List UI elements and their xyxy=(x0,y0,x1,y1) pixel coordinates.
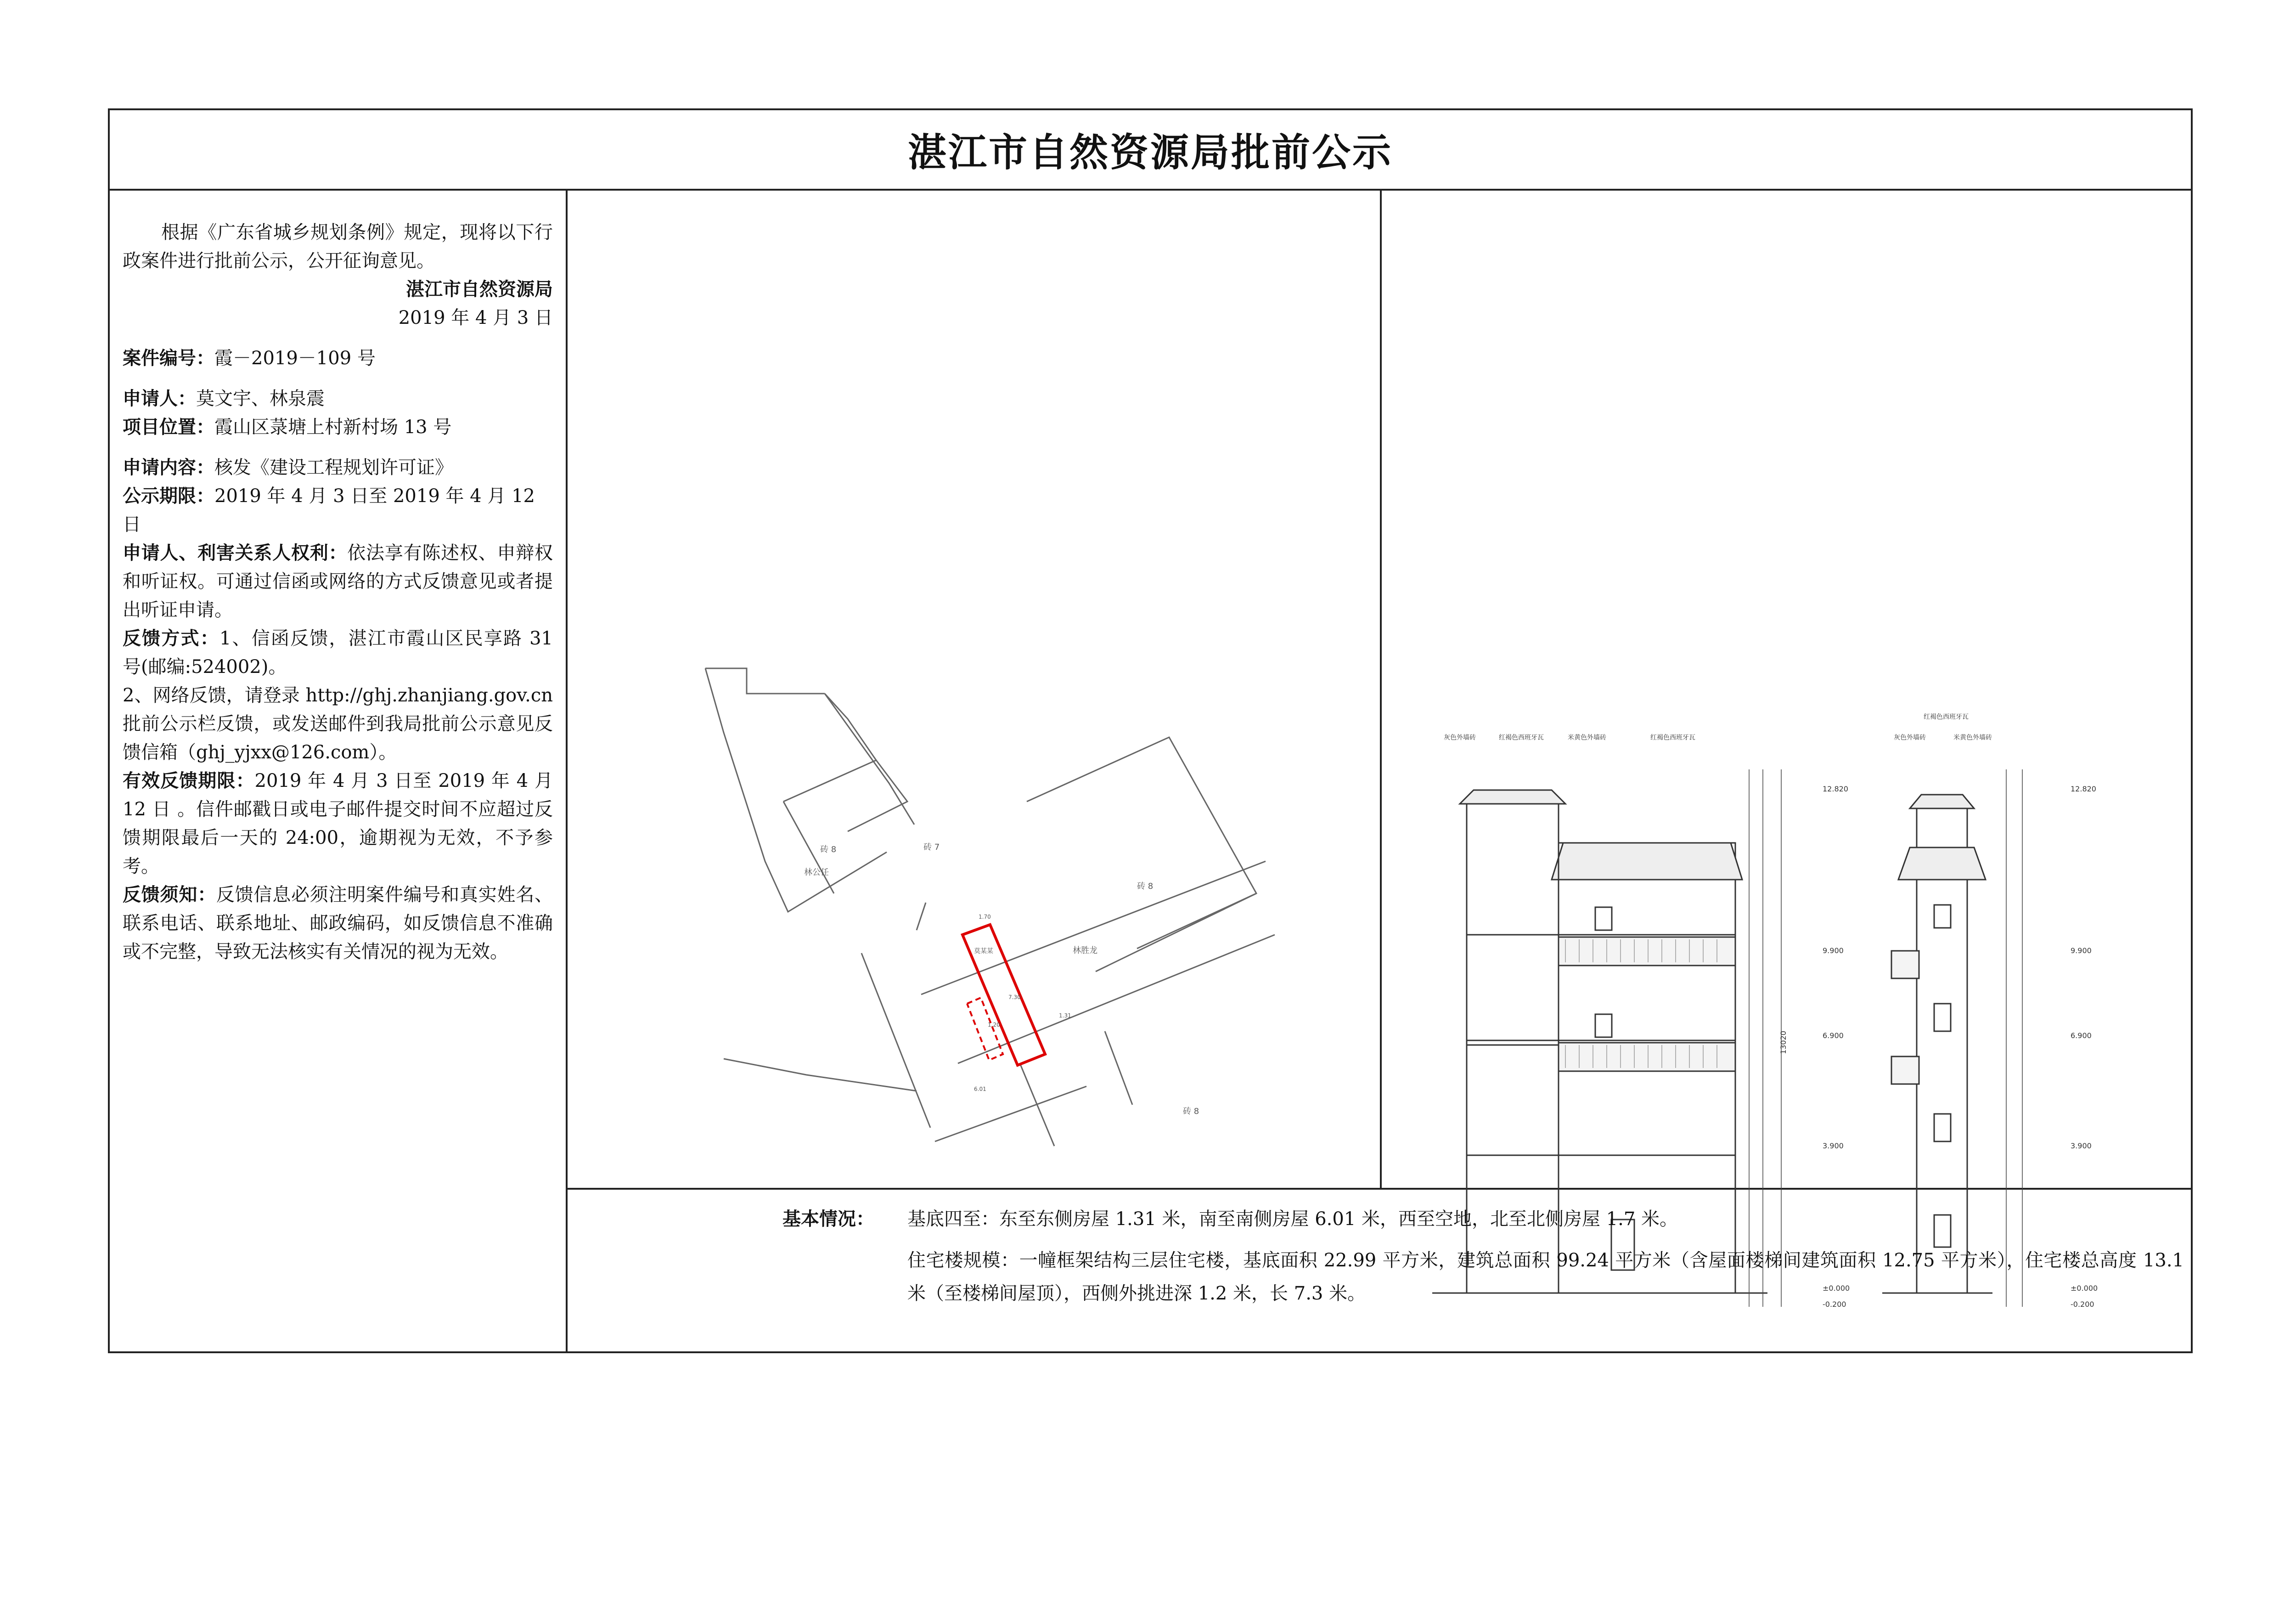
material-label: 灰色外墙砖 xyxy=(1444,734,1476,741)
site-label: 莫某某 xyxy=(974,948,993,955)
notice-value: 反馈信息必须注明案件编号和真实姓名、联系电话、联系地址、邮政编码，如反馈信息不准确或不完整，导致无法核实有关情况的视为无效。 xyxy=(123,884,553,962)
rights-label: 申请人、利害关系人权利： xyxy=(123,542,348,564)
publicity-period xyxy=(123,482,553,539)
level-label: 12.820 xyxy=(1823,785,1848,793)
valid-period xyxy=(123,767,553,881)
applicant-label: 申请人： xyxy=(123,388,196,409)
feedback-online: 2、网络反馈，请登录 http://ghj.zhanjiang.gov.cn 批前公示栏反馈，或发送邮件到我局批前公示意见反馈信箱（ghj_yjxx@126.com）。 xyxy=(123,685,553,763)
level-label: 3.900 xyxy=(2071,1141,2092,1150)
feedback-mail: 1、信函反馈，湛江市霞山区民享路 31 号(邮编:524002)。 xyxy=(123,628,553,678)
period-value: 2019 年 4 月 3 日至 2019 年 4 月 12 日 xyxy=(123,486,535,535)
lot-boundary xyxy=(705,668,887,912)
feedback-method xyxy=(123,624,553,681)
rights-value: 依法享有陈述权、申辩权和听证权。可通过信函或网络的方式反馈意见或者提出听证申请。 xyxy=(123,542,553,621)
material-label: 红褐色西班牙瓦 xyxy=(1499,734,1544,741)
lot-boundary xyxy=(1096,893,1256,971)
site-plan-drawing xyxy=(568,191,1378,1188)
dimension: 7.30 xyxy=(1008,994,1021,1000)
total-height-label: 13020 xyxy=(1779,1031,1788,1054)
material-label: 红褐色西班牙瓦 xyxy=(1924,713,1969,721)
lot-boundary xyxy=(783,694,876,802)
basic-info-scale: 住宅楼规模：一幢框架结构三层住宅楼，基底面积 22.99 平方米，建筑总面积 99.24 平方米（含屋面楼梯间建筑面积 12.75 平方米），住宅楼总高度 13.1 米（至楼梯间屋顶），西侧外挑进深 1.2 米，长 7.3 米。 xyxy=(907,1250,2184,1304)
lot-boundary xyxy=(1027,737,1256,949)
case-number xyxy=(123,344,553,373)
level-label: 12.820 xyxy=(2071,785,2096,793)
front-material-labels xyxy=(1444,734,1695,741)
level-label: -0.200 xyxy=(1823,1300,1846,1309)
basic-info-label: 基本情况： xyxy=(782,1208,874,1230)
intro-text: 根据《广东省城乡规划条例》规定，现将以下行政案件进行批前公示，公开征询意见。 xyxy=(123,222,553,271)
issuing-org: 湛江市自然资源局 xyxy=(406,278,553,300)
dimension: 6.01 xyxy=(974,1086,986,1092)
applicant xyxy=(123,384,553,413)
notice-label: 反馈须知： xyxy=(123,884,216,905)
application-content xyxy=(123,453,553,482)
notice-frame xyxy=(108,108,2193,1353)
location-label: 项目位置： xyxy=(123,416,214,438)
lot-boundary xyxy=(705,668,825,694)
applicant-value: 莫文宇、林泉震 xyxy=(196,388,325,409)
case-number-label: 案件编号： xyxy=(123,347,214,369)
valid-label: 有效反馈期限： xyxy=(123,770,255,791)
level-label: ±0.000 xyxy=(1823,1284,1850,1293)
content-label: 申请内容： xyxy=(123,457,214,478)
issue-date: 2019 年 4 月 3 日 xyxy=(398,307,553,328)
road-edge xyxy=(917,903,926,930)
feedback-notice xyxy=(123,881,553,966)
road-edge xyxy=(724,1059,917,1091)
road-edge xyxy=(1105,1031,1132,1105)
road-edge xyxy=(921,861,1266,994)
material-label: 灰色外墙砖 xyxy=(1894,734,1926,741)
lot-owner: 林公任 xyxy=(804,868,829,877)
lot-label: 砖 8 xyxy=(820,845,837,854)
lot-label: 砖 7 xyxy=(923,842,940,852)
material-label: 米黄色外墙砖 xyxy=(1568,734,1606,741)
dimension: 1.31 xyxy=(1059,1012,1071,1019)
road-edge xyxy=(958,935,1275,1063)
location-value: 霞山区菉塘上村新村场 13 号 xyxy=(214,417,452,438)
level-label: -0.200 xyxy=(2071,1300,2094,1309)
lot-owner: 林胜龙 xyxy=(1073,946,1097,955)
valid-value: 2019 年 4 月 3 日至 2019 年 4 月 12 日 。信件邮戳日或电子邮件提交时间不应超过反馈期限最后一天的 24:00，逾期视为无效，不予参考。 xyxy=(123,770,553,877)
dimension: 1.70 xyxy=(979,914,991,920)
site-plan-panel xyxy=(568,191,1382,1190)
case-number-value: 霞－2019－109 号 xyxy=(214,348,376,369)
material-label: 红褐色西班牙瓦 xyxy=(1650,734,1695,741)
lot-label: 砖 8 xyxy=(1183,1107,1199,1116)
basic-info xyxy=(568,1190,2193,1353)
notice-text-column xyxy=(110,191,568,1353)
road-edge xyxy=(935,1086,1086,1141)
page-title: 湛江市自然资源局批前公示 xyxy=(907,130,1393,175)
side-material-labels xyxy=(1894,713,1992,741)
overhang-outline xyxy=(967,998,1003,1060)
material-label: 米黄色外墙砖 xyxy=(1953,734,1992,741)
title-row xyxy=(110,110,2191,191)
level-label: ±0.000 xyxy=(2071,1284,2098,1293)
period-label: 公示期限： xyxy=(123,485,214,507)
lot-boundary xyxy=(848,760,907,831)
level-label: 9.900 xyxy=(2071,946,2092,955)
content-value: 核发《建设工程规划许可证》 xyxy=(214,457,453,478)
project-location xyxy=(123,413,553,441)
level-label: 3.900 xyxy=(1823,1141,1844,1150)
lot-label: 砖 8 xyxy=(1137,881,1154,891)
level-label: 6.900 xyxy=(2071,1031,2092,1040)
dimension: 1.20 xyxy=(988,1022,1000,1028)
feedback-label: 反馈方式： xyxy=(123,627,219,649)
level-label: 6.900 xyxy=(1823,1031,1844,1040)
road-edge xyxy=(861,953,930,1128)
level-label: 9.900 xyxy=(1823,946,1844,955)
basic-info-boundary: 基底四至：东至东侧房屋 1.31 米，南至南侧房屋 6.01 米，西至空地，北至北侧房屋 1.7 米。 xyxy=(907,1209,1678,1230)
rights xyxy=(123,539,553,624)
